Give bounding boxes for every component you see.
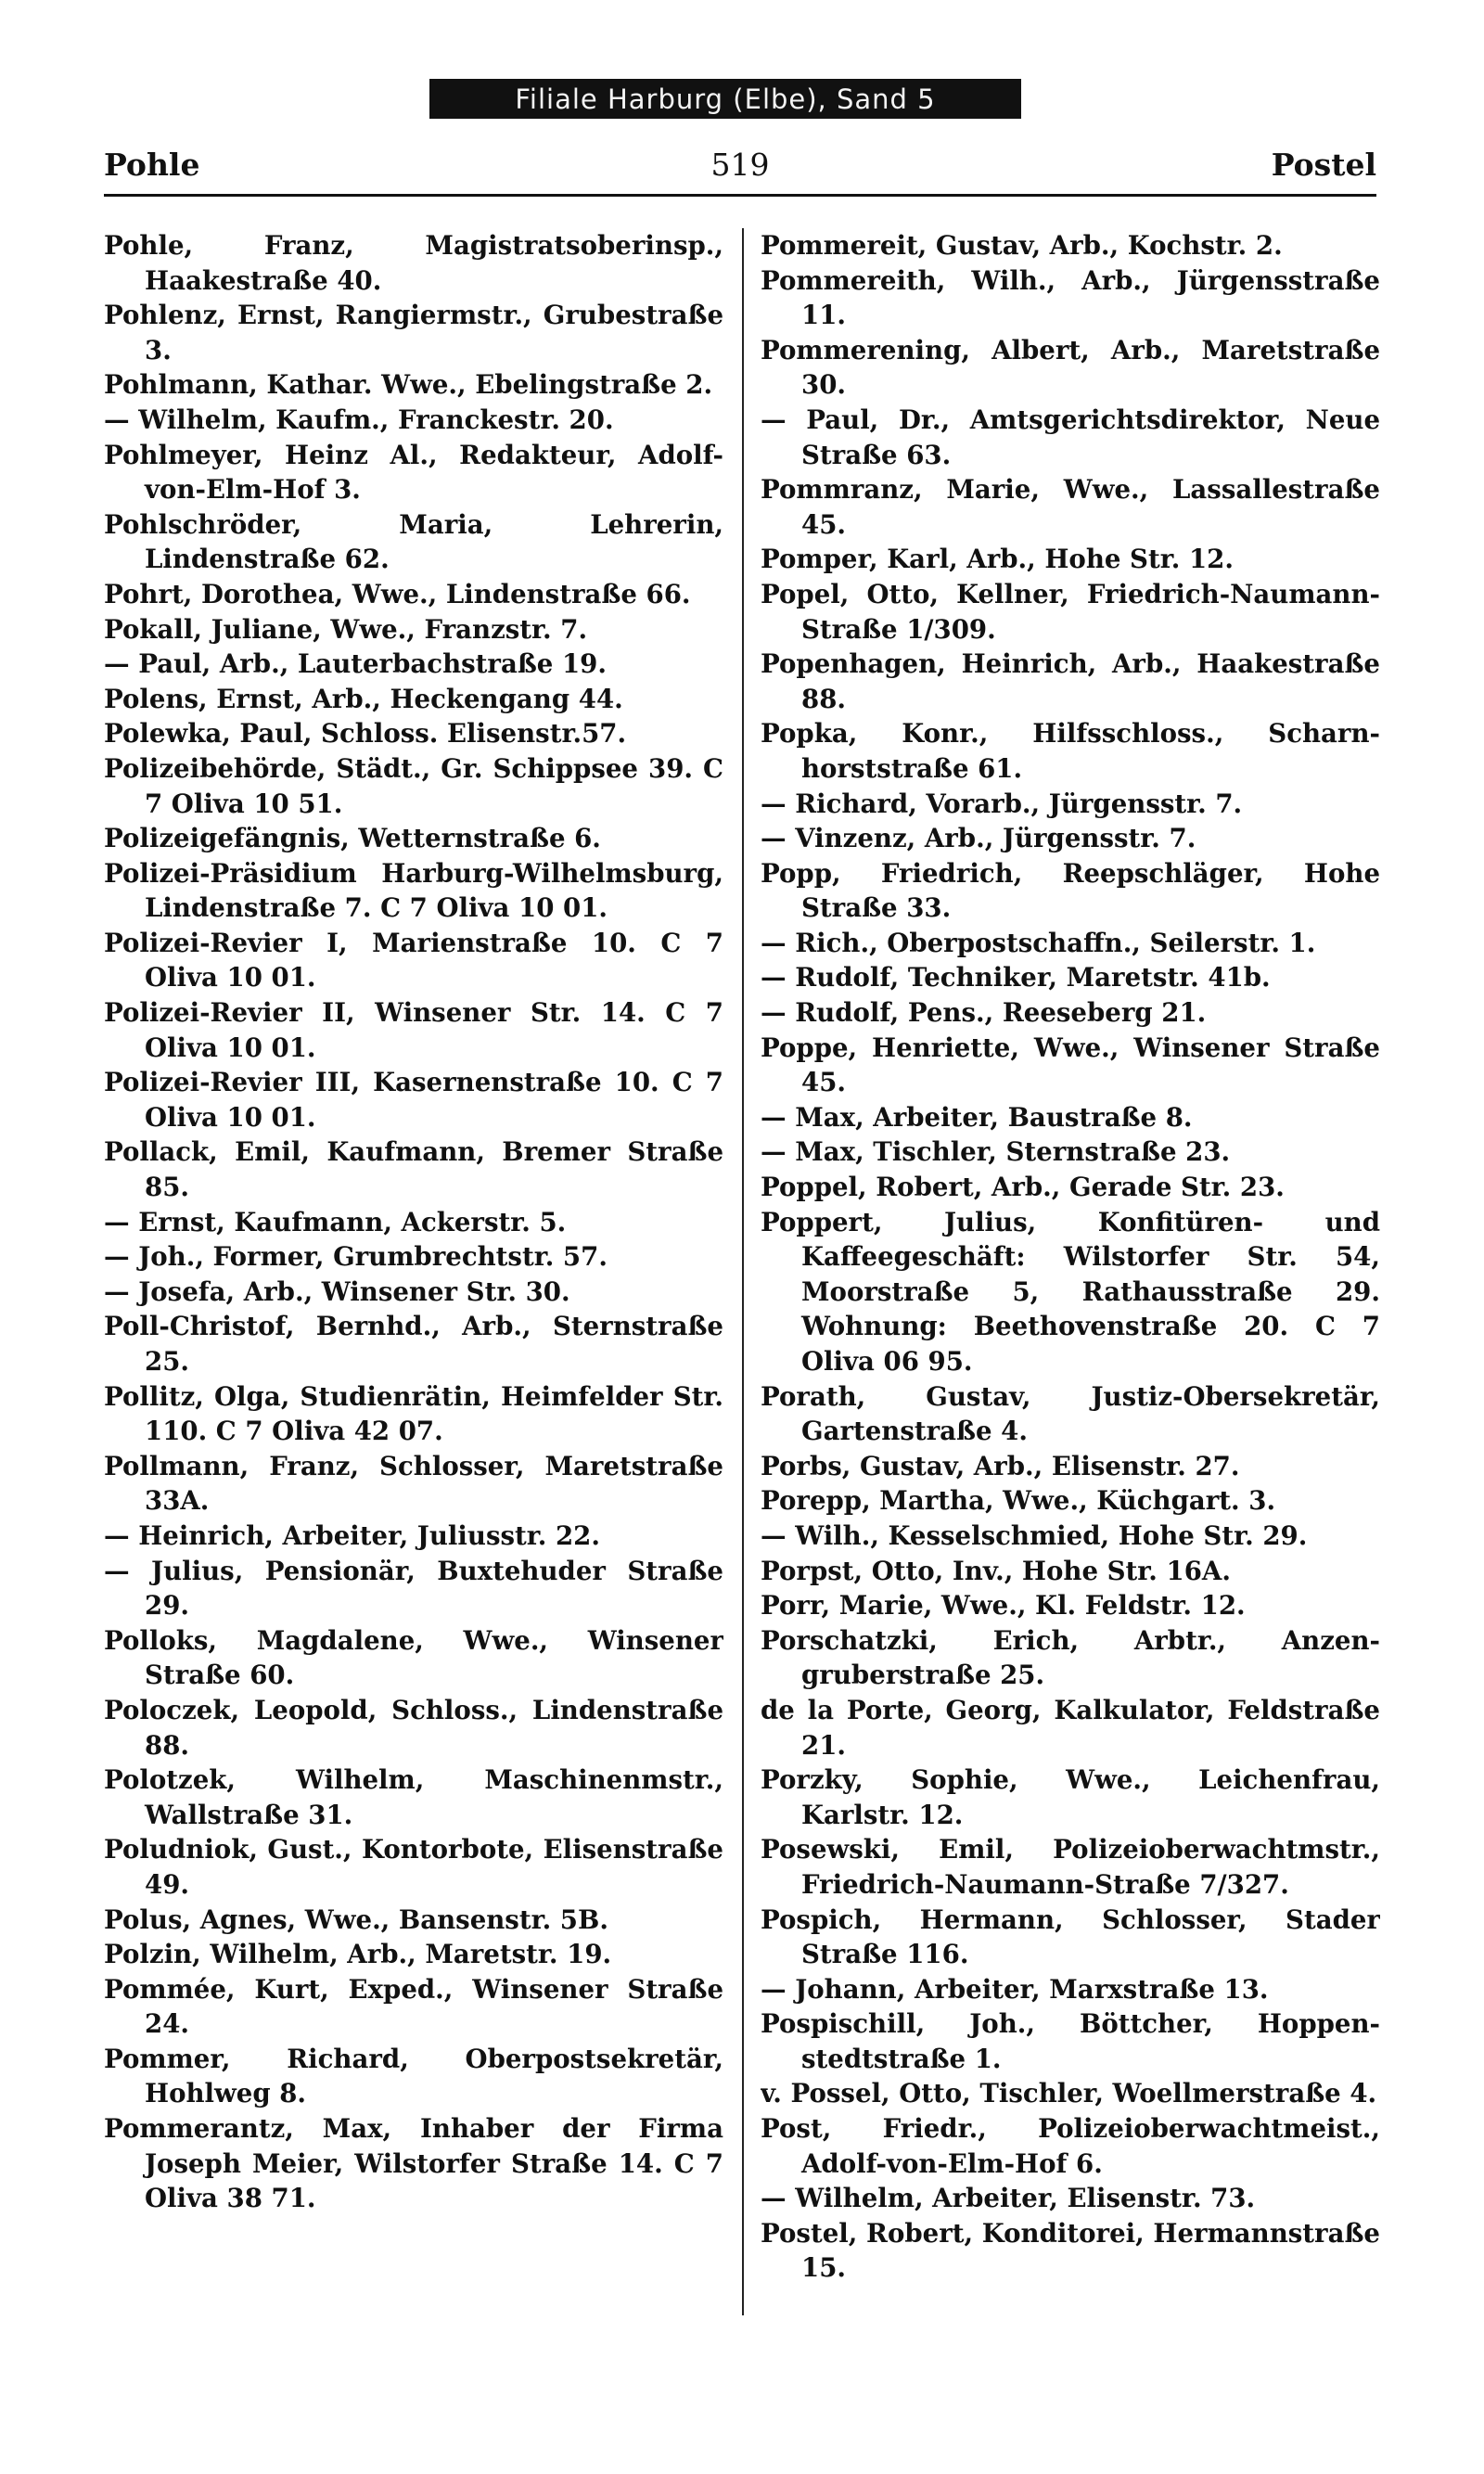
- directory-entry: — Max, Tischler, Sternstraße 23.: [761, 1136, 1231, 1168]
- directory-entry: Pollitz, Olga, Studienrätin, Heimfelder Str. 110. C 7 Oliva 42 07.: [104, 1380, 723, 1447]
- directory-entry: Pohle, Franz, Magistratsoberinsp., Haakestraße 40.: [104, 230, 723, 296]
- directory-entry: — Joh., Former, Grumbrechtstr. 57.: [104, 1241, 608, 1273]
- directory-entry: — Max, Arbeiter, Baustraße 8.: [761, 1101, 1193, 1133]
- directory-entry: — Julius, Pensionär, Buxtehuder Straße 29.: [104, 1555, 723, 1622]
- directory-entry: — Wilh., Kesselschmied, Hohe Str. 29.: [761, 1519, 1308, 1551]
- directory-entry: Porepp, Martha, Wwe., Küchgart. 3.: [761, 1485, 1276, 1517]
- directory-entry: Posewski, Emil, Polizeioberwachtmstr., Friedrich-Naumann-Straße 7/327.: [761, 1834, 1380, 1900]
- directory-entry: Porbs, Gustav, Arb., Elisenstr. 27.: [761, 1450, 1240, 1481]
- page-number: 519: [710, 147, 770, 183]
- directory-entry: Polizei-Revier II, Winsener Str. 14. C 7 Oliva 10 01.: [104, 997, 723, 1063]
- directory-entry: Polotzek, Wilhelm, Maschinenmstr., Wallstraße 31.: [104, 1764, 723, 1830]
- directory-entry: Post, Friedr., Polizeioberwachtmeist., Adolf-von-Elm-Hof 6.: [761, 2113, 1380, 2179]
- directory-entry: Pohlmann, Kathar. Wwe., Ebelingstraße 2.: [104, 369, 713, 401]
- directory-entry: — Richard, Vorarb., Jürgensstr. 7.: [761, 788, 1243, 819]
- directory-entry: — Johann, Arbeiter, Marxstraße 13.: [761, 1973, 1269, 2005]
- directory-entry: — Heinrich, Arbeiter, Juliusstr. 22.: [104, 1519, 600, 1551]
- directory-entry: Poppert, Julius, Konfitüren- und Kaffeegeschäft: Wilstorfer Str. 54, Moorstraße 5, Rathausstraße 29. Wohnung: Beethovenstraße 20. C 7 Oliva 06 95.: [761, 1206, 1380, 1377]
- directory-entry: — Wilhelm, Arbeiter, Elisenstr. 73.: [761, 2183, 1256, 2214]
- directory-entry: Polzin, Wilhelm, Arb., Maretstr. 19.: [104, 1939, 612, 1970]
- header-last-entry: Postel: [1271, 147, 1376, 183]
- directory-entry: Pospich, Hermann, Schlosser, Stader Straße 116.: [761, 1904, 1380, 1970]
- directory-entry: Polizei-Revier III, Kasernenstraße 10. C 7 Oliva 10 01.: [104, 1067, 723, 1133]
- directory-entry: — Wilhelm, Kaufm., Franckestr. 20.: [104, 404, 614, 435]
- directory-entry: Porr, Marie, Wwe., Kl. Feldstr. 12.: [761, 1590, 1246, 1622]
- directory-entry: v. Possel, Otto, Tischler, Woellmerstraße 4.: [761, 2078, 1377, 2109]
- directory-entry: Popp, Friedrich, Reepschläger, Hohe Straße 33.: [761, 857, 1380, 924]
- directory-entry: de la Porte, Georg, Kalkulator, Feldstraße 21.: [761, 1694, 1380, 1761]
- directory-entry: Pohlschröder, Maria, Lehrerin, Lindenstraße 62.: [104, 508, 723, 575]
- directory-entry: Pommranz, Marie, Wwe., Lassallestraße 45.: [761, 474, 1380, 540]
- directory-entry: — Rich., Oberpostschaffn., Seilerstr. 1.: [761, 927, 1316, 958]
- directory-entry: Pohlenz, Ernst, Rangiermstr., Grubestraße 3.: [104, 300, 723, 365]
- header-rule: [104, 194, 1376, 197]
- page-header: [104, 147, 1376, 193]
- directory-entry: Pohlmeyer, Heinz Al., Redakteur, Adolf-von-Elm-Hof 3.: [104, 439, 723, 506]
- directory-entry: Poludniok, Gust., Kontorbote, Elisenstraße 49.: [104, 1834, 723, 1900]
- directory-entry: — Vinzenz, Arb., Jürgensstr. 7.: [761, 823, 1196, 854]
- directory-entry: Popenhagen, Heinrich, Arb., Haakestraße 88.: [761, 648, 1380, 714]
- directory-entry: Postel, Robert, Konditorei, Hermannstraße 15.: [761, 2217, 1380, 2284]
- directory-entry: Pommée, Kurt, Exped., Winsener Straße 24.: [104, 1973, 723, 2040]
- column-divider: [742, 228, 744, 2315]
- directory-list-left: [104, 228, 723, 2216]
- directory-entry: Poll-Christof, Bernhd., Arb., Sternstraße 25.: [104, 1311, 723, 1377]
- directory-entry: Popel, Otto, Kellner, Friedrich-Naumann-Straße 1/309.: [761, 578, 1380, 645]
- directory-entry: Pommereith, Wilh., Arb., Jürgensstraße 11.: [761, 264, 1380, 331]
- directory-entry: — Paul, Dr., Amtsgerichtsdirektor, Neue Straße 63.: [761, 404, 1380, 470]
- directory-entry: Poloczek, Leopold, Schloss., Lindenstraße 88.: [104, 1694, 723, 1761]
- left-column: [104, 228, 723, 2380]
- header-first-entry: Pohle: [104, 147, 200, 183]
- directory-entry: Polus, Agnes, Wwe., Bansenstr. 5B.: [104, 1904, 608, 1935]
- directory-entry: Polizei-Präsidium Harburg-Wilhelmsburg, Lindenstraße 7. C 7 Oliva 10 01.: [104, 857, 723, 924]
- right-column: [761, 228, 1380, 2380]
- directory-entry: Pohrt, Dorothea, Wwe., Lindenstraße 66.: [104, 578, 691, 609]
- directory-entry: — Ernst, Kaufmann, Ackerstr. 5.: [104, 1206, 567, 1237]
- directory-entry: — Josefa, Arb., Winsener Str. 30.: [104, 1275, 570, 1307]
- directory-entry: Polewka, Paul, Schloss. Elisenstr.57.: [104, 718, 627, 750]
- directory-entry: Polizei-Revier I, Marienstraße 10. C 7 Oliva 10 01.: [104, 927, 723, 993]
- directory-entry: Polens, Ernst, Arb., Heckengang 44.: [104, 683, 623, 714]
- directory-entry: Pommer, Richard, Oberpostsekretär, Hohlweg 8.: [104, 2043, 723, 2109]
- directory-entry: Polizeigefängnis, Wetternstraße 6.: [104, 823, 601, 854]
- directory-entry: — Paul, Arb., Lauterbachstraße 19.: [104, 648, 607, 680]
- directory-entry: — Rudolf, Techniker, Maretstr. 41b.: [761, 962, 1271, 993]
- directory-entry: Pokall, Juliane, Wwe., Franzstr. 7.: [104, 613, 588, 645]
- directory-entry: Porschatzki, Erich, Arbtr., Anzengruberstraße 25.: [761, 1624, 1380, 1691]
- directory-entry: Pommereit, Gustav, Arb., Kochstr. 2.: [761, 230, 1283, 261]
- directory-entry: Porzky, Sophie, Wwe., Leichenfrau, Karlstr. 12.: [761, 1764, 1380, 1830]
- directory-entry: Polloks, Magdalene, Wwe., Winsener Straße 60.: [104, 1624, 723, 1691]
- directory-entry: Popka, Konr., Hilfsschloss., Scharnhorststraße 61.: [761, 718, 1380, 784]
- directory-entry: Pommerantz, Max, Inhaber der Firma Joseph Meier, Wilstorfer Straße 14. C 7 Oliva 38 71.: [104, 2113, 723, 2214]
- directory-entry: Pollmann, Franz, Schlosser, Maretstraße 33A.: [104, 1450, 723, 1517]
- directory-entry: Poppel, Robert, Arb., Gerade Str. 23.: [761, 1172, 1285, 1203]
- directory-entry: Porath, Gustav, Justiz-Obersekretär, Gartenstraße 4.: [761, 1380, 1380, 1447]
- branch-banner: Filiale Harburg (Elbe), Sand 5: [429, 79, 1021, 119]
- directory-entry: Polizeibehörde, Städt., Gr. Schippsee 39. C 7 Oliva 10 51.: [104, 752, 723, 819]
- directory-entry: Pollack, Emil, Kaufmann, Bremer Straße 85.: [104, 1136, 723, 1203]
- directory-entry: Porpst, Otto, Inv., Hohe Str. 16A.: [761, 1555, 1231, 1586]
- directory-entry: Pommerening, Albert, Arb., Maretstraße 30.: [761, 334, 1380, 401]
- directory-entry: Pospischill, Joh., Böttcher, Hoppenstedtstraße 1.: [761, 2008, 1380, 2074]
- directory-entry: Pomper, Karl, Arb., Hohe Str. 12.: [761, 544, 1234, 575]
- directory-entry: Poppe, Henriette, Wwe., Winsener Straße 45.: [761, 1032, 1380, 1098]
- directory-entry: — Rudolf, Pens., Reeseberg 21.: [761, 997, 1207, 1029]
- directory-list-right: [761, 228, 1380, 2286]
